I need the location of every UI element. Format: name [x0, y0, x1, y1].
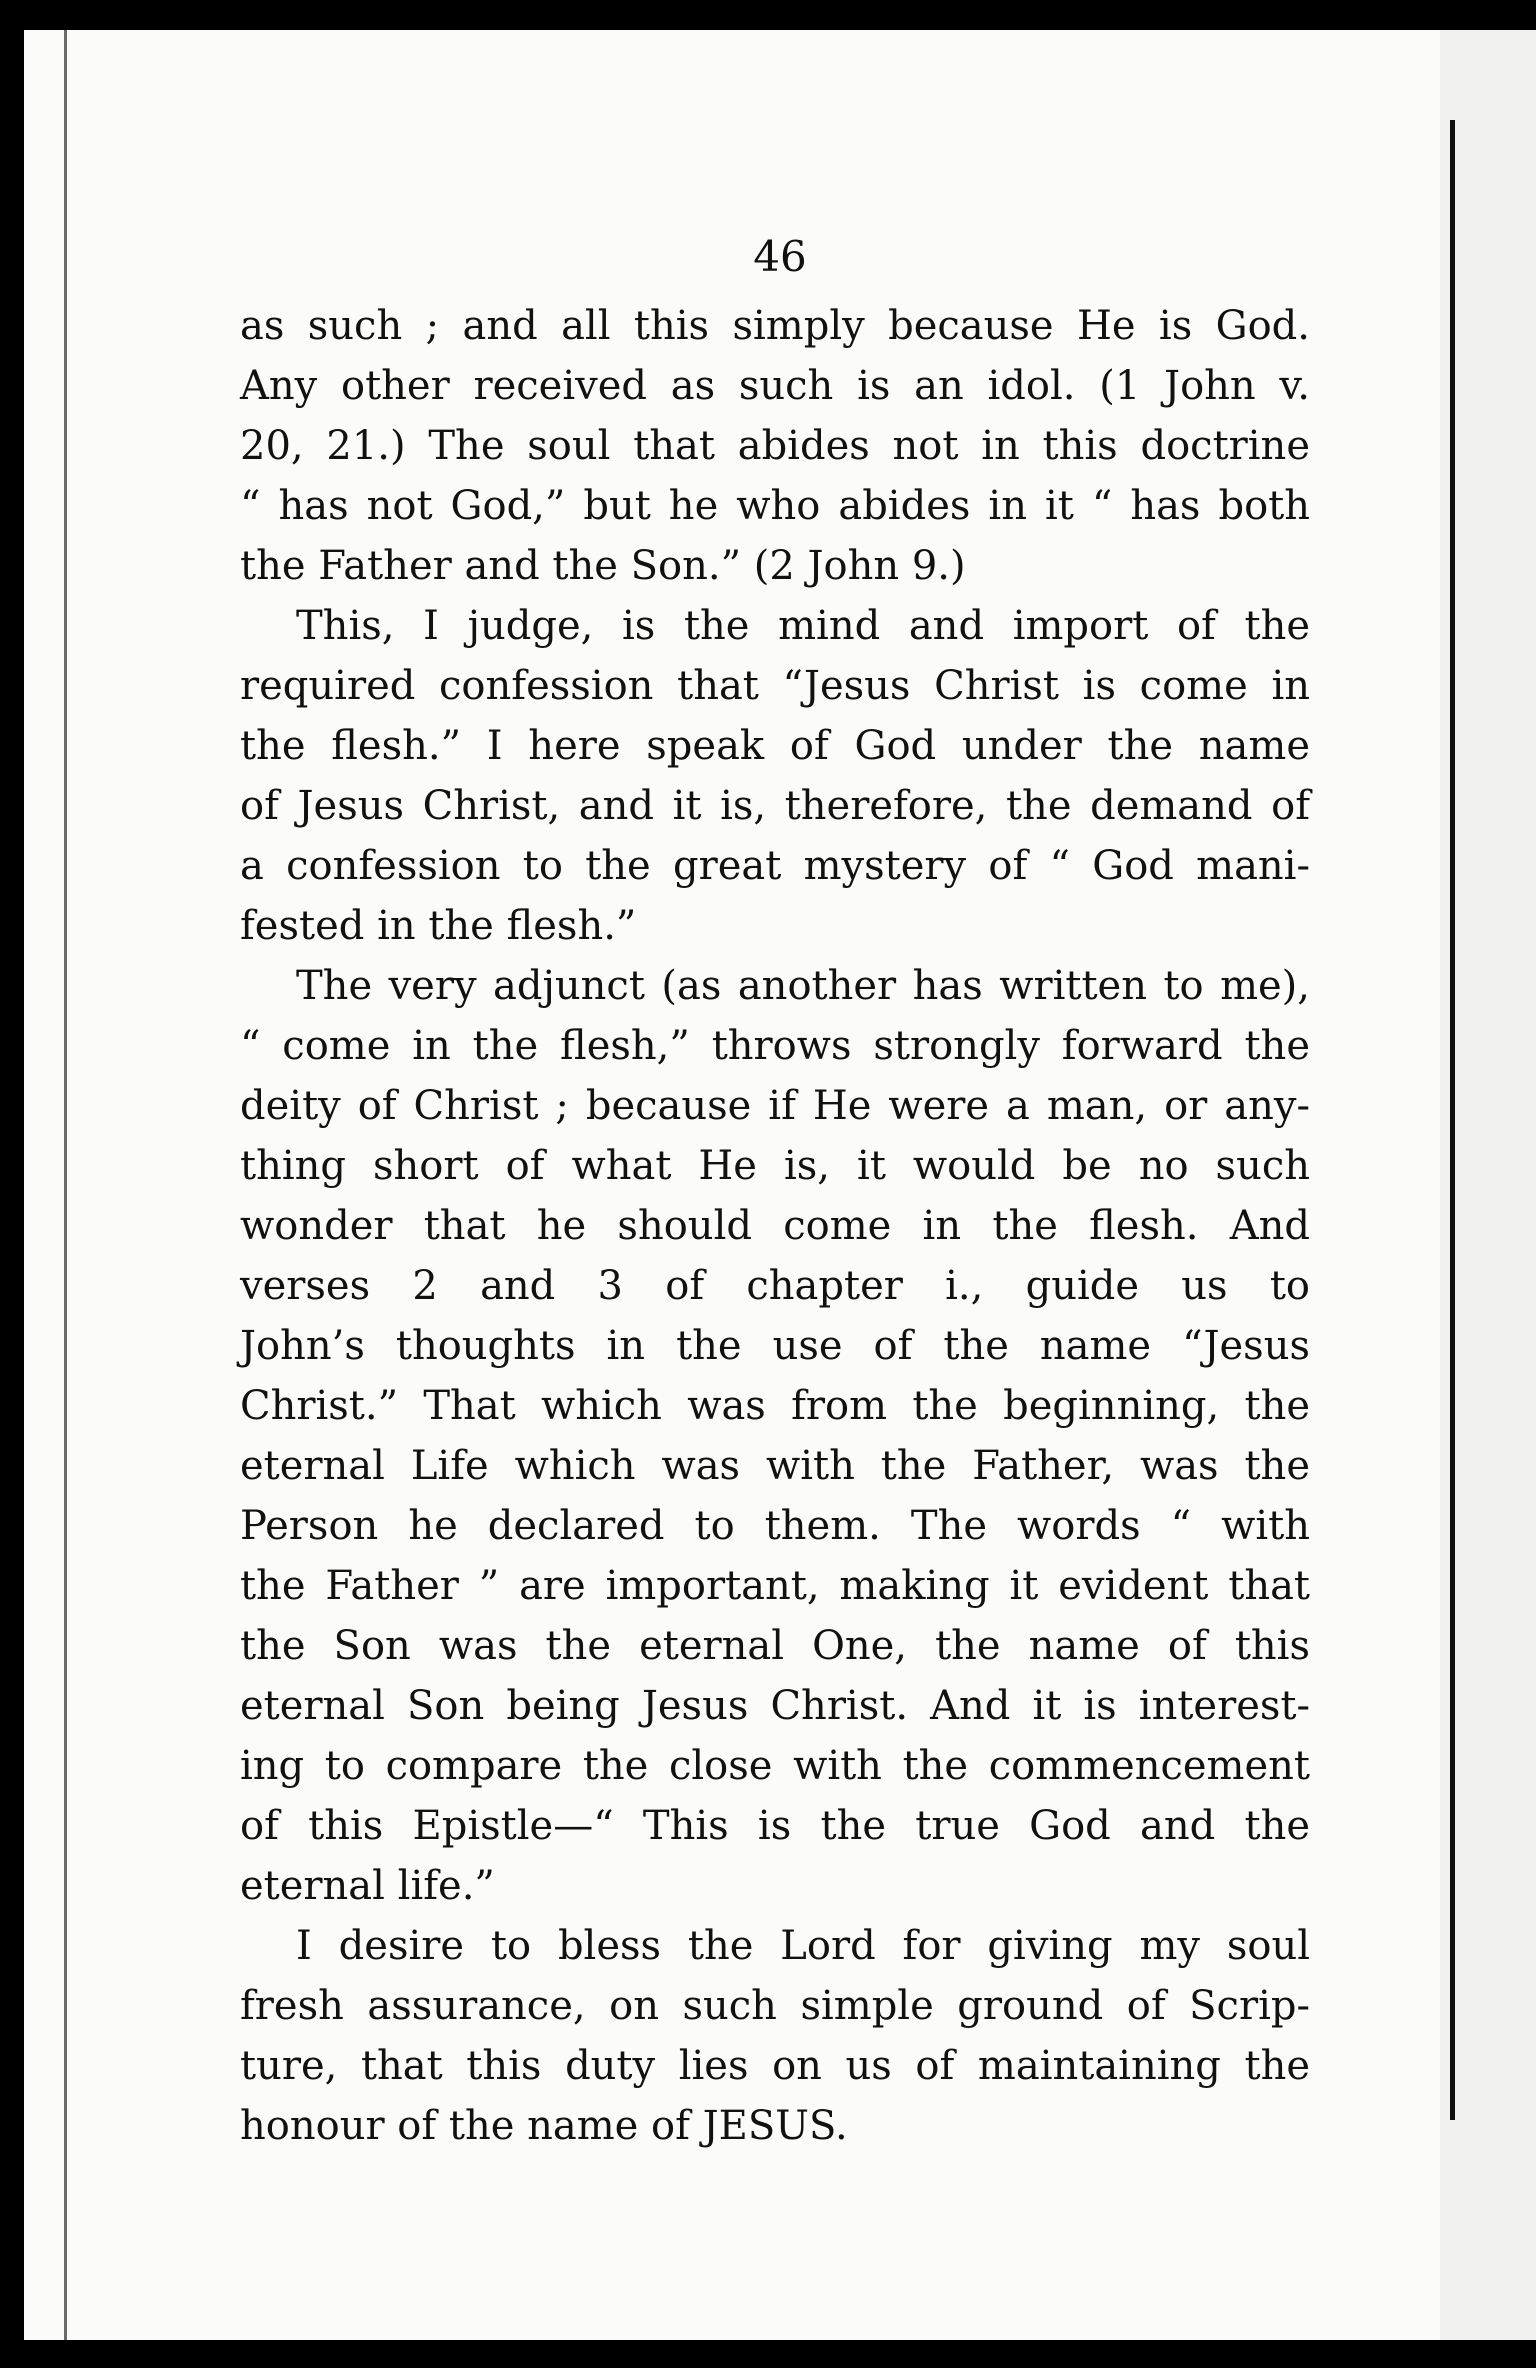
text-line: Any other received as such is an idol. (1 John v. [240, 363, 1310, 409]
text-line: eternal life.” [240, 1863, 495, 1909]
text-line: fested in the flesh.” [240, 903, 637, 949]
left-margin-rule [64, 30, 67, 2340]
text-line: a confession to the great mystery of “ God mani- [240, 843, 1310, 889]
text-line: the Father and the Son.” (2 John 9.) [240, 543, 966, 589]
page-edge-line [1450, 120, 1455, 2120]
text-line: “ has not God,” but he who abides in it “ has both [240, 483, 1310, 529]
text-line: eternal Life which was with the Father, was the [240, 1443, 1310, 1489]
paragraph-4 [240, 1916, 1310, 2156]
text-line: John’s thoughts in the use of the name “Jesus [240, 1323, 1310, 1369]
text-line: verses 2 and 3 of chapter i., guide us to [240, 1263, 1310, 1309]
paragraph-3 [240, 956, 1310, 1916]
text-line: required confession that “Jesus Christ is come in [240, 663, 1310, 709]
paragraph-2 [240, 596, 1310, 956]
text-line: 20, 21.) The soul that abides not in this doctrine [240, 423, 1310, 469]
text-line: deity of Christ ; because if He were a man, or any- [240, 1083, 1310, 1129]
text-line: This, I judge, is the mind and import of the [296, 603, 1310, 649]
text-line: of this Epistle—“ This is the true God and the [240, 1803, 1310, 1849]
text-line: ing to compare the close with the commencement [240, 1743, 1310, 1789]
text-line: fresh assurance, on such simple ground of Scrip- [240, 1983, 1310, 2029]
text-line: thing short of what He is, it would be no such [240, 1143, 1310, 1189]
text-line: honour of the name of JESUS. [240, 2103, 848, 2149]
text-line: “ come in the flesh,” throws strongly forward the [240, 1023, 1310, 1069]
text-line: of Jesus Christ, and it is, therefore, the demand of [240, 783, 1310, 829]
text-line: the flesh.” I here speak of God under the name [240, 723, 1310, 769]
text-line: The very adjunct (as another has written to me), [296, 963, 1310, 1009]
text-line: eternal Son being Jesus Christ. And it is interest- [240, 1683, 1310, 1729]
text-line: Person he declared to them. The words “ with [240, 1503, 1310, 1549]
text-line: the Son was the eternal One, the name of this [240, 1623, 1310, 1669]
page-number: 46 [753, 232, 807, 281]
text-line: as such ; and all this simply because He is God. [240, 303, 1310, 349]
body-text [240, 296, 1310, 2156]
text-line: I desire to bless the Lord for giving my soul [296, 1923, 1310, 1969]
text-line: ture, that this duty lies on us of maintaining the [240, 2043, 1310, 2089]
text-line: Christ.” That which was from the beginning, the [240, 1383, 1310, 1429]
text-line: the Father ” are important, making it evident that [240, 1563, 1310, 1609]
text-line: wonder that he should come in the flesh. And [240, 1203, 1310, 1249]
paragraph-1 [240, 296, 1310, 596]
